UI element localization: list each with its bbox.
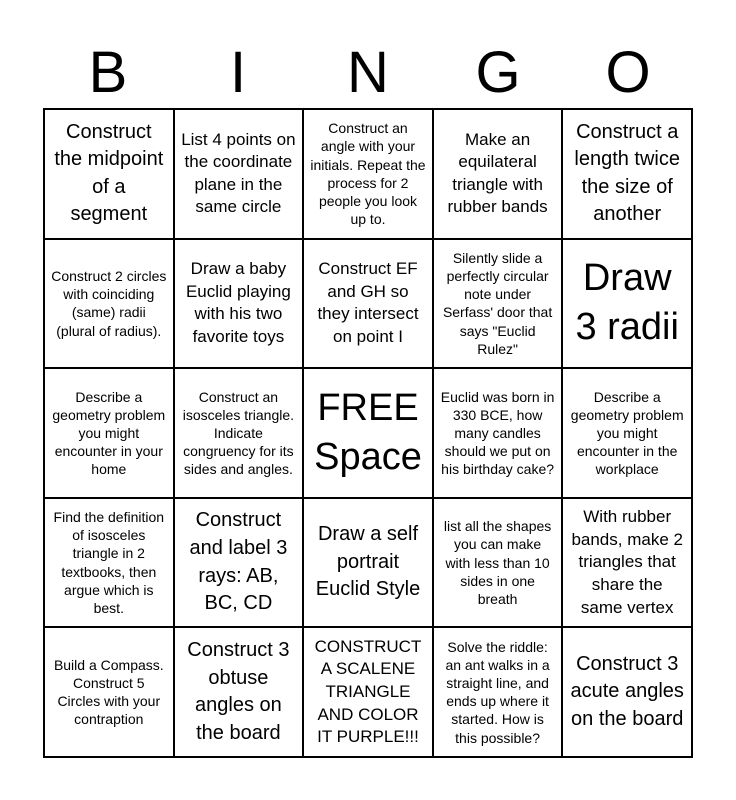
header-letter-b: B: [88, 40, 128, 105]
bingo-cell[interactable]: Construct an angle with your initials. Repeat the process for 2 people you look up to.: [303, 109, 433, 239]
bingo-cell[interactable]: CONSTRUCT A SCALENE TRIANGLE AND COLOR IT PURPLE!!!: [303, 627, 433, 757]
bingo-cell[interactable]: Describe a geometry problem you might encounter in the workplace: [562, 368, 692, 498]
header-letter-g: G: [475, 40, 521, 105]
bingo-cell[interactable]: Euclid was born in 330 BCE, how many candles should we put on his birthday cake?: [433, 368, 563, 498]
bingo-cell[interactable]: Construct 3 obtuse angles on the board: [174, 627, 304, 757]
bingo-cell[interactable]: Silently slide a perfectly circular note under Serfass' door that says "Euclid Rulez": [433, 239, 563, 369]
bingo-cell[interactable]: Construct and label 3 rays: AB, BC, CD: [174, 498, 304, 628]
header-letter-o: O: [605, 40, 651, 105]
bingo-cell[interactable]: Construct the midpoint of a segment: [44, 109, 174, 239]
bingo-cell[interactable]: Construct 2 circles with coinciding (same) radii (plural of radius).: [44, 239, 174, 369]
free-space-cell[interactable]: FREE Space: [303, 368, 433, 498]
bingo-cell[interactable]: Describe a geometry problem you might encounter in your home: [44, 368, 174, 498]
header-letter-i: I: [229, 40, 247, 105]
bingo-cell[interactable]: Construct an isosceles triangle. Indicate congruency for its sides and angles.: [174, 368, 304, 498]
header-letter-n: N: [347, 40, 389, 105]
bingo-cell[interactable]: With rubber bands, make 2 triangles that share the same vertex: [562, 498, 692, 628]
bingo-cell[interactable]: Draw 3 radii: [562, 239, 692, 369]
bingo-cell[interactable]: Make an equilateral triangle with rubber bands: [433, 109, 563, 239]
bingo-cell[interactable]: Find the definition of isosceles triangle in 2 textbooks, then argue which is best.: [44, 498, 174, 628]
bingo-header: [43, 38, 693, 108]
bingo-cell[interactable]: Construct EF and GH so they intersect on point I: [303, 239, 433, 369]
bingo-card-grid: [43, 108, 693, 758]
bingo-cell[interactable]: list all the shapes you can make with less than 10 sides in one breath: [433, 498, 563, 628]
bingo-cell[interactable]: List 4 points on the coordinate plane in the same circle: [174, 109, 304, 239]
bingo-cell[interactable]: Construct a length twice the size of another: [562, 109, 692, 239]
bingo-cell[interactable]: Solve the riddle: an ant walks in a straight line, and ends up where it started. How is this possible?: [433, 627, 563, 757]
bingo-cell[interactable]: Draw a self portrait Euclid Style: [303, 498, 433, 628]
bingo-cell[interactable]: Construct 3 acute angles on the board: [562, 627, 692, 757]
bingo-cell[interactable]: Build a Compass. Construct 5 Circles with your contraption: [44, 627, 174, 757]
bingo-cell[interactable]: Draw a baby Euclid playing with his two favorite toys: [174, 239, 304, 369]
